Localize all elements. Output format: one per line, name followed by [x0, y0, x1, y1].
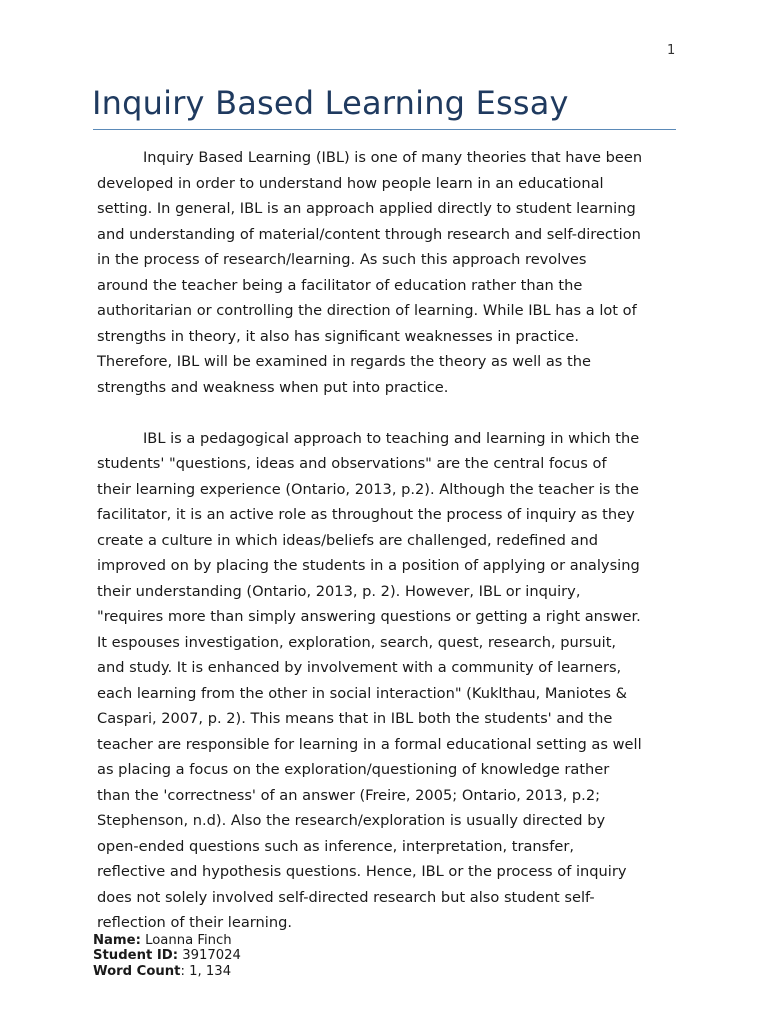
- text-line: facilitator, it is an active role as throughout the process of inquiry as they: [97, 506, 635, 523]
- word-count-value: : 1, 134: [180, 963, 232, 979]
- paragraph-gap: [97, 400, 679, 426]
- text-line: open-ended questions such as inference, interpretation, transfer,: [97, 837, 575, 855]
- text-line: and study. It is enhanced by involvement with a community of learners,: [97, 659, 622, 676]
- author-details: [93, 933, 241, 979]
- text-line: developed in order to understand how people learn in an educational: [97, 174, 604, 192]
- text-line: create a culture in which ideas/beliefs are challenged, redefined and: [97, 531, 598, 549]
- text-line: authoritarian or controlling the direction of learning. While IBL has a lot of: [97, 302, 637, 319]
- text-line: "requires more than simply answering questions or getting a right answer.: [97, 608, 641, 625]
- text-line: their learning experience (Ontario, 2013, p.2). Although the teacher is the: [97, 480, 639, 498]
- text-line: improved on by placing the students in a position of applying or analysing: [97, 557, 640, 574]
- name-value: Loanna Finch: [140, 933, 232, 948]
- student-id-value: 3917024: [178, 948, 241, 964]
- text-line: their understanding (Ontario, 2013, p. 2). However, IBL or inquiry,: [97, 582, 581, 600]
- essay-body: [97, 145, 679, 936]
- word-count-label: Word Count: [93, 963, 181, 979]
- page-number: 1: [667, 43, 676, 58]
- student-id-row: [93, 948, 241, 963]
- text-line: students' "questions, ideas and observations" are the central focus of: [97, 455, 607, 472]
- text-line: setting. In general, IBL is an approach applied directly to student learning: [97, 200, 636, 217]
- text-line: around the teacher being a facilitator of education rather than the: [97, 276, 583, 294]
- text-line: strengths and weakness when put into practice.: [97, 378, 449, 396]
- text-line: teacher are responsible for learning in a formal educational setting as well: [97, 735, 642, 753]
- text-line: Stephenson, n.d). Also the research/exploration is usually directed by: [97, 812, 606, 829]
- text-line: as placing a focus on the exploration/questioning of knowledge rather: [97, 761, 610, 778]
- paragraph: [97, 426, 679, 936]
- text-line: than the 'correctness' of an answer (Freire, 2005; Ontario, 2013, p.2;: [97, 786, 601, 804]
- text-line: each learning from the other in social interaction" (Kuklthau, Maniotes &: [97, 684, 628, 702]
- text-line: Inquiry Based Learning (IBL) is one of many theories that have been: [143, 149, 643, 166]
- text-line: It espouses investigation, exploration, search, quest, research, pursuit,: [97, 633, 617, 651]
- text-line: reflection of their learning.: [97, 914, 292, 931]
- text-line: in the process of research/learning. As such this approach revolves: [97, 251, 587, 268]
- text-line: does not solely involved self-directed research but also student self-: [97, 888, 595, 906]
- document-title: Inquiry Based Learning Essay: [92, 84, 569, 122]
- text-line: Therefore, IBL will be examined in regards the theory as well as the: [97, 353, 591, 370]
- paragraph: [97, 145, 679, 400]
- title-underline: [93, 129, 676, 130]
- student-id-label: Student ID:: [93, 948, 178, 964]
- text-line: strengths in theory, it also has significant weaknesses in practice.: [97, 327, 580, 345]
- word-count-row: [93, 964, 241, 979]
- name-label: Name:: [93, 933, 141, 948]
- text-line: IBL is a pedagogical approach to teaching and learning in which the: [143, 429, 640, 447]
- author-name-row: [93, 933, 241, 948]
- text-line: and understanding of material/content through research and self-direction: [97, 225, 641, 243]
- text-line: reflective and hypothesis questions. Hence, IBL or the process of inquiry: [97, 863, 627, 880]
- text-line: Caspari, 2007, p. 2). This means that in IBL both the students' and the: [97, 710, 613, 727]
